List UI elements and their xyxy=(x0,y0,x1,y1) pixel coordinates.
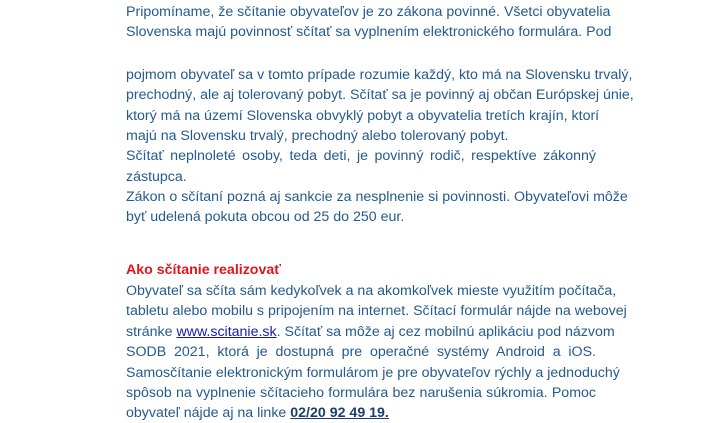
text-span: obyvateľ nájde aj na linke xyxy=(126,405,291,421)
text-line: spôsob na vyplnenie sčítacieho formulára bez narušenia súkromia. Pomoc xyxy=(126,385,596,401)
text-span: stránke xyxy=(126,324,177,340)
text-line: Obyvateľ sa sčíta sám kedykoľvek a na akomkoľvek mieste využitím počítača, xyxy=(126,283,617,299)
text-line xyxy=(126,403,596,423)
text-line: ktorý má na území Slovenska obvyklý pobyt a obyvatelia tretích krajín, ktorí xyxy=(126,108,600,124)
text-line: pojmom obyvateľ sa v tomto prípade rozumie každý, kto má na Slovensku trvalý, xyxy=(126,67,633,83)
text-line: SODB 2021, ktorá je dostupná pre operačné systémy Android a iOS. xyxy=(126,344,596,360)
text-line: byť udelená pokuta obcou od 25 do 250 eur. xyxy=(126,209,405,225)
text-line: Samosčítanie elektronickým formulárom je pre obyvateľov rýchly a jednoduchý xyxy=(126,365,620,381)
text-line: Sčítať neplnoleté osoby, teda deti, je povinný rodič, respektíve zákonný xyxy=(126,148,596,164)
text-line xyxy=(126,322,615,342)
text-line: zástupca. xyxy=(126,169,187,185)
website-link[interactable]: www.scitanie.sk xyxy=(176,324,277,340)
text-line: prechodný, ale aj tolerovaný pobyt. Sčítať sa je povinný aj občan Európskej únie, xyxy=(126,87,634,103)
section-heading: Ako sčítanie realizovať xyxy=(126,262,282,278)
text-line: Pripomíname, že sčítanie obyvateľov je zo zákona povinné. Všetci obyvatelia xyxy=(126,4,611,20)
text-span: . Sčítať sa môže aj cez mobilnú aplikáciu pod názvom xyxy=(276,324,615,340)
text-line: majú na Slovensku trvalý, prechodný alebo tolerovaný pobyt. xyxy=(126,128,509,144)
text-line: Zákon o sčítaní pozná aj sankcie za nesplnenie si povinnosti. Obyvateľovi môže xyxy=(126,189,628,205)
text-line: tabletu alebo mobilu s pripojením na internet. Sčítací formulár nájde na webovej xyxy=(126,303,627,319)
text-line: Slovenska majú povinnosť sčítať sa vyplnením elektronického formulára. Pod xyxy=(126,24,612,40)
phone-number-link[interactable]: 02/20 92 49 19. xyxy=(290,405,389,421)
